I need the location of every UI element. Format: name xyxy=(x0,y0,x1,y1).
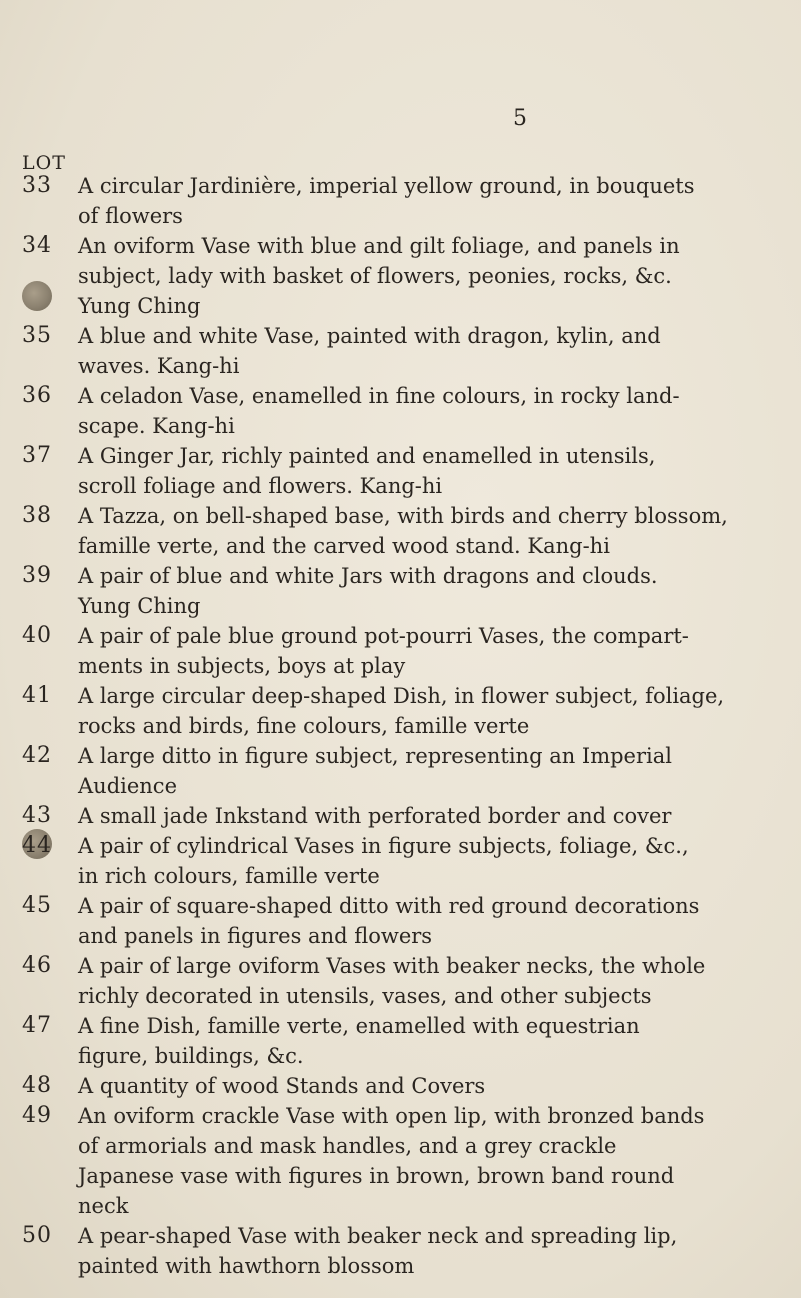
lot-description-line: Yung Ching xyxy=(78,594,201,618)
lot-description-line: Japanese vase with figures in brown, brown band round xyxy=(78,1164,675,1188)
lot-number: 40 xyxy=(22,623,52,648)
lot-entry xyxy=(0,561,801,621)
lot-description-line: A pair of large oviform Vases with beaker necks, the whole xyxy=(78,954,706,978)
lot-description xyxy=(78,681,770,741)
lot-entry xyxy=(0,681,801,741)
lot-description-line: A pair of square-shaped ditto with red ground decorations xyxy=(78,894,700,918)
lot-description-line: A pair of pale blue ground pot-pourri Vases, the compart- xyxy=(78,624,689,648)
lot-description xyxy=(78,801,770,831)
lot-description-line: A large ditto in figure subject, representing an Imperial xyxy=(78,744,672,768)
lot-description-line: A fine Dish, famille verte, enamelled with equestrian xyxy=(78,1014,640,1038)
lot-entry xyxy=(0,1101,801,1221)
lot-description-line: A celadon Vase, enamelled in fine colours, in rocky land- xyxy=(78,384,680,408)
lot-description-line: An oviform Vase with blue and gilt foliage, and panels in xyxy=(78,234,680,258)
lot-entry xyxy=(0,1221,801,1281)
lot-number: 36 xyxy=(22,383,52,408)
page-number: 5 xyxy=(513,106,527,131)
lot-description-line: A blue and white Vase, painted with dragon, kylin, and xyxy=(78,324,661,348)
lot-description-line: scroll foliage and flowers. Kang-hi xyxy=(78,474,443,498)
lot-description-line: neck xyxy=(78,1194,129,1218)
lot-description-line: scape. Kang-hi xyxy=(78,414,235,438)
lot-description-line: famille verte, and the carved wood stand. Kang-hi xyxy=(78,534,610,558)
lot-number: 48 xyxy=(22,1073,52,1098)
lot-description xyxy=(78,1071,770,1101)
lot-description-line: and panels in figures and flowers xyxy=(78,924,433,948)
lot-description xyxy=(78,621,770,681)
lot-description xyxy=(78,321,770,381)
lot-description-line: Audience xyxy=(78,774,177,798)
lot-column-header: LOT xyxy=(22,152,66,174)
lot-description xyxy=(78,441,770,501)
lot-number: 35 xyxy=(22,323,52,348)
lot-number: 41 xyxy=(22,683,52,708)
lot-description-line: of flowers xyxy=(78,204,183,228)
lot-entry xyxy=(0,621,801,681)
lot-number: 37 xyxy=(22,443,52,468)
lot-description xyxy=(78,561,770,621)
lot-entry xyxy=(0,441,801,501)
lot-description-line: ments in subjects, boys at play xyxy=(78,654,406,678)
lot-description-line: A quantity of wood Stands and Covers xyxy=(78,1074,486,1098)
lot-description-line: richly decorated in utensils, vases, and other subjects xyxy=(78,984,652,1008)
lot-description-line: A pair of cylindrical Vases in figure subjects, foliage, &c., xyxy=(78,834,689,858)
lot-description-line: An oviform crackle Vase with open lip, with bronzed bands xyxy=(78,1104,705,1128)
lot-description-line: Yung Ching xyxy=(78,294,201,318)
lot-entry xyxy=(0,1071,801,1101)
lot-description-line: subject, lady with basket of flowers, peonies, rocks, &c. xyxy=(78,264,672,288)
lot-description xyxy=(78,1011,770,1071)
lot-description xyxy=(78,831,770,891)
lot-description-line: A pair of blue and white Jars with dragons and clouds. xyxy=(78,564,658,588)
lot-list xyxy=(0,171,801,1281)
lot-description-line: A pear-shaped Vase with beaker neck and spreading lip, xyxy=(78,1224,678,1248)
lot-description-line: rocks and birds, fine colours, famille verte xyxy=(78,714,530,738)
lot-entry xyxy=(0,1011,801,1071)
lot-number: 44 xyxy=(22,833,52,858)
lot-entry xyxy=(0,951,801,1011)
lot-description xyxy=(78,891,770,951)
lot-number: 43 xyxy=(22,803,52,828)
lot-number: 38 xyxy=(22,503,52,528)
lot-description-line: A Tazza, on bell-shaped base, with birds and cherry blossom, xyxy=(78,504,728,528)
lot-description xyxy=(78,951,770,1011)
lot-description-line: waves. Kang-hi xyxy=(78,354,240,378)
lot-number: 42 xyxy=(22,743,52,768)
lot-description-line: A circular Jardinière, imperial yellow ground, in bouquets xyxy=(78,174,695,198)
lot-description xyxy=(78,741,770,801)
lot-description-line: A large circular deep-shaped Dish, in flower subject, foliage, xyxy=(78,684,725,708)
lot-description-line: in rich colours, famille verte xyxy=(78,864,380,888)
lot-entry xyxy=(0,231,801,321)
lot-number: 33 xyxy=(22,173,52,198)
lot-description xyxy=(78,1101,770,1221)
lot-entry xyxy=(0,831,801,891)
lot-description-line: of armorials and mask handles, and a grey crackle xyxy=(78,1134,617,1158)
lot-entry xyxy=(0,381,801,441)
lot-number: 46 xyxy=(22,953,52,978)
lot-entry xyxy=(0,891,801,951)
lot-number: 49 xyxy=(22,1103,52,1128)
lot-description-line: figure, buildings, &c. xyxy=(78,1044,304,1068)
lot-description-line: A Ginger Jar, richly painted and enamelled in utensils, xyxy=(78,444,656,468)
lot-number: 47 xyxy=(22,1013,52,1038)
lot-entry xyxy=(0,171,801,231)
lot-number: 50 xyxy=(22,1223,52,1248)
lot-entry xyxy=(0,321,801,381)
lot-entry xyxy=(0,801,801,831)
lot-description-line: painted with hawthorn blossom xyxy=(78,1254,415,1278)
lot-entry xyxy=(0,501,801,561)
lot-description-line: A small jade Inkstand with perforated border and cover xyxy=(78,804,672,828)
lot-description xyxy=(78,171,770,231)
lot-number: 39 xyxy=(22,563,52,588)
lot-description xyxy=(78,501,770,561)
lot-number: 45 xyxy=(22,893,52,918)
lot-description xyxy=(78,1221,770,1281)
lot-description xyxy=(78,381,770,441)
lot-entry xyxy=(0,741,801,801)
lot-number: 34 xyxy=(22,233,52,258)
lot-description xyxy=(78,231,770,321)
